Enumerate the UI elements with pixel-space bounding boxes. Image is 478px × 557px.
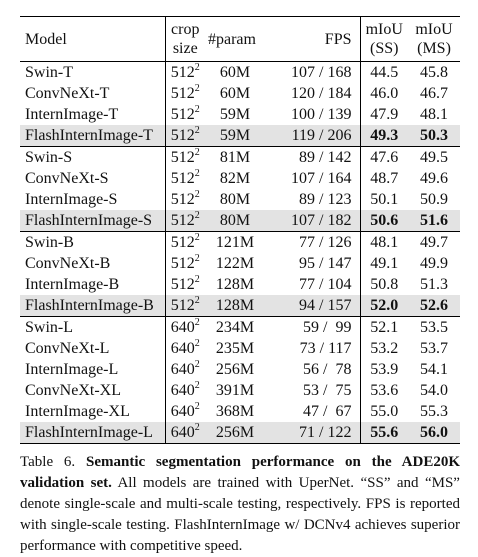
- cell-crop-size: [165, 147, 205, 169]
- results-table-container: [20, 16, 460, 444]
- crop-value: 640: [170, 424, 195, 441]
- cell-crop-size: [165, 232, 205, 254]
- cell-param: 391M: [215, 382, 255, 399]
- cell-crop-size: [165, 168, 205, 189]
- cell-miou-ms: 54.0: [420, 382, 448, 399]
- cell-crop-size: [165, 210, 205, 232]
- table-row: [20, 253, 460, 274]
- cell-miou-ss: 53.6: [360, 380, 408, 401]
- table-row: [20, 401, 460, 422]
- cell-miou-ss: 44.5: [360, 62, 408, 84]
- cell-miou-ms: 53.7: [420, 340, 448, 357]
- crop-value: 512: [170, 127, 195, 144]
- cell-model: Swin-S: [25, 149, 73, 166]
- cell-model: Swin-B: [25, 234, 74, 251]
- crop-exponent: 2: [194, 358, 200, 370]
- crop-value: 512: [170, 297, 195, 314]
- cell-model: FlashInternImage-L: [20, 422, 165, 444]
- cell-miou-ms: 45.8: [420, 64, 448, 81]
- table-row: [20, 147, 460, 169]
- cell-fps: 59 / 99: [303, 319, 352, 336]
- table-row: [20, 125, 460, 147]
- cell-miou-ss: 55.0: [360, 401, 408, 422]
- cell-fps: 71 / 122: [265, 422, 360, 444]
- cell-miou-ms: 46.7: [420, 85, 448, 102]
- cell-param: 122M: [215, 255, 255, 272]
- cell-crop-size: [165, 83, 205, 104]
- table-row: [20, 274, 460, 295]
- table-row: [20, 380, 460, 401]
- cell-param: 60M: [219, 85, 251, 102]
- header-miou-ms: [408, 17, 460, 62]
- cell-miou-ms: 51.6: [408, 210, 460, 232]
- cell-miou-ms: 49.9: [420, 255, 448, 272]
- crop-value: 512: [170, 212, 195, 229]
- cell-miou-ss: 47.6: [360, 147, 408, 169]
- cell-param: 128M: [205, 295, 265, 317]
- cell-crop-size: [165, 274, 205, 295]
- header-miou-ss: [360, 17, 408, 62]
- table-row: [20, 104, 460, 125]
- cell-miou-ss: 49.1: [360, 253, 408, 274]
- cell-fps: 119 / 206: [265, 125, 360, 147]
- cell-fps: 89 / 123: [299, 191, 352, 208]
- cell-model: ConvNeXt-XL: [25, 382, 121, 399]
- cell-param: 59M: [205, 125, 265, 147]
- crop-exponent: 2: [194, 124, 200, 136]
- cell-fps: 107 / 164: [291, 170, 352, 187]
- cell-model: Swin-T: [25, 64, 73, 81]
- caption-title: Semantic segmentation performance on the ADE20K validation set.: [20, 454, 460, 491]
- header-crop-line2: size: [172, 40, 198, 57]
- table-row: [20, 168, 460, 189]
- results-table: [20, 16, 460, 444]
- cell-crop-size: [165, 189, 205, 210]
- cell-fps: 107 / 168: [291, 64, 352, 81]
- cell-param: 82M: [219, 170, 251, 187]
- cell-miou-ss: 53.9: [360, 359, 408, 380]
- cell-fps: 47 / 67: [303, 403, 352, 420]
- cell-miou-ms: 54.1: [420, 361, 448, 378]
- cell-crop-size: [165, 401, 205, 422]
- cell-crop-size: [165, 125, 205, 147]
- table-row: [20, 422, 460, 444]
- cell-fps: 77 / 104: [299, 276, 352, 293]
- crop-value: 512: [170, 170, 195, 187]
- header-ms-line1: mIoU: [415, 21, 453, 38]
- table-row: [20, 359, 460, 380]
- crop-value: 640: [170, 319, 195, 336]
- cell-model: FlashInternImage-S: [20, 210, 165, 232]
- crop-value: 512: [170, 191, 195, 208]
- cell-miou-ms: 49.7: [420, 234, 448, 251]
- cell-fps: 107 / 182: [265, 210, 360, 232]
- cell-model: ConvNeXt-S: [25, 170, 109, 187]
- cell-crop-size: [165, 359, 205, 380]
- table-row: [20, 83, 460, 104]
- crop-exponent: 2: [194, 146, 200, 158]
- crop-exponent: 2: [194, 231, 200, 243]
- cell-param: 234M: [215, 319, 255, 336]
- cell-miou-ss: 50.1: [360, 189, 408, 210]
- crop-exponent: 2: [194, 167, 200, 179]
- crop-value: 640: [170, 361, 195, 378]
- cell-miou-ss: 50.8: [360, 274, 408, 295]
- crop-value: 640: [170, 382, 195, 399]
- cell-miou-ms: 53.5: [420, 319, 448, 336]
- crop-exponent: 2: [194, 61, 200, 73]
- cell-crop-size: [165, 422, 205, 444]
- table-row: [20, 295, 460, 317]
- cell-miou-ms: 56.0: [408, 422, 460, 444]
- crop-exponent: 2: [194, 209, 200, 221]
- cell-fps: 73 / 117: [299, 340, 352, 357]
- cell-model: Swin-L: [25, 319, 73, 336]
- table-header-row: [20, 17, 460, 62]
- crop-exponent: 2: [194, 400, 200, 412]
- cell-param: 81M: [219, 149, 251, 166]
- crop-exponent: 2: [194, 188, 200, 200]
- caption-label: Table 6.: [20, 454, 76, 470]
- cell-crop-size: [165, 253, 205, 274]
- cell-model: InternImage-L: [25, 361, 119, 378]
- crop-exponent: 2: [194, 316, 200, 328]
- cell-crop-size: [165, 338, 205, 359]
- cell-miou-ms: 50.3: [408, 125, 460, 147]
- crop-exponent: 2: [194, 103, 200, 115]
- cell-fps: 120 / 184: [291, 85, 352, 102]
- crop-exponent: 2: [194, 379, 200, 391]
- cell-miou-ms: 49.6: [420, 170, 448, 187]
- crop-value: 512: [170, 85, 195, 102]
- crop-value: 640: [170, 403, 195, 420]
- caption-body: All models are trained with UperNet. “SS” and “MS” denote single-scale and multi-scale testing, respectively. FPS is reported with single-scale testing. FlashInternImage w/ DCNv4 achieves superior performance with competitive speed.: [20, 475, 460, 554]
- cell-fps: 53 / 75: [303, 382, 352, 399]
- crop-exponent: 2: [194, 252, 200, 264]
- cell-fps: 95 / 147: [299, 255, 352, 272]
- cell-fps: 89 / 142: [299, 149, 352, 166]
- cell-param: 256M: [215, 361, 255, 378]
- table-row: [20, 189, 460, 210]
- header-param: #param: [208, 30, 256, 48]
- header-ss-line2: (SS): [370, 40, 399, 57]
- cell-param: 128M: [215, 276, 255, 293]
- crop-exponent: 2: [194, 421, 200, 433]
- cell-miou-ss: 53.2: [360, 338, 408, 359]
- cell-param: 235M: [215, 340, 255, 357]
- table-body: [20, 62, 460, 444]
- cell-param: 121M: [215, 234, 255, 251]
- table-row: [20, 317, 460, 339]
- cell-crop-size: [165, 380, 205, 401]
- cell-miou-ss: 55.6: [360, 422, 408, 444]
- cell-model: ConvNeXt-B: [25, 255, 111, 272]
- crop-value: 512: [170, 255, 195, 272]
- cell-model: InternImage-S: [25, 191, 118, 208]
- cell-miou-ss: 48.1: [360, 232, 408, 254]
- cell-miou-ms: 52.6: [408, 295, 460, 317]
- cell-model: InternImage-XL: [25, 403, 130, 420]
- cell-param: 80M: [205, 210, 265, 232]
- cell-fps: 100 / 139: [291, 106, 352, 123]
- header-crop-line1: crop: [171, 21, 200, 38]
- header-model: Model: [25, 30, 67, 48]
- cell-miou-ms: 50.9: [420, 191, 448, 208]
- crop-exponent: 2: [194, 337, 200, 349]
- cell-miou-ss: 47.9: [360, 104, 408, 125]
- cell-model: FlashInternImage-B: [20, 295, 165, 317]
- cell-crop-size: [165, 62, 205, 84]
- table-row: [20, 62, 460, 84]
- cell-miou-ms: 55.3: [420, 403, 448, 420]
- header-crop-size: [165, 17, 205, 62]
- cell-model: InternImage-T: [25, 106, 119, 123]
- cell-fps: 94 / 157: [265, 295, 360, 317]
- cell-fps: 77 / 126: [299, 234, 352, 251]
- cell-model: ConvNeXt-L: [25, 340, 110, 357]
- table-caption: [20, 452, 460, 557]
- crop-value: 640: [170, 340, 195, 357]
- cell-miou-ms: 49.5: [420, 149, 448, 166]
- table-row: [20, 338, 460, 359]
- header-ss-line1: mIoU: [365, 21, 403, 38]
- crop-exponent: 2: [194, 82, 200, 94]
- cell-miou-ms: 48.1: [420, 106, 448, 123]
- header-ms-line2: (MS): [417, 40, 451, 57]
- crop-value: 512: [170, 234, 195, 251]
- cell-param: 60M: [219, 64, 251, 81]
- crop-value: 512: [170, 149, 195, 166]
- cell-model: InternImage-B: [25, 276, 120, 293]
- cell-fps: 56 / 78: [303, 361, 352, 378]
- cell-model: FlashInternImage-T: [20, 125, 165, 147]
- cell-param: 80M: [219, 191, 251, 208]
- crop-value: 512: [170, 64, 195, 81]
- cell-crop-size: [165, 295, 205, 317]
- cell-miou-ss: 49.3: [360, 125, 408, 147]
- cell-miou-ss: 52.1: [360, 317, 408, 339]
- crop-exponent: 2: [194, 294, 200, 306]
- cell-miou-ss: 48.7: [360, 168, 408, 189]
- cell-param: 256M: [205, 422, 265, 444]
- cell-model: ConvNeXt-T: [25, 85, 110, 102]
- table-row: [20, 232, 460, 254]
- header-fps: FPS: [324, 30, 352, 48]
- cell-miou-ss: 46.0: [360, 83, 408, 104]
- crop-value: 512: [170, 276, 195, 293]
- cell-param: 59M: [219, 106, 251, 123]
- cell-miou-ms: 51.3: [420, 276, 448, 293]
- cell-miou-ss: 52.0: [360, 295, 408, 317]
- cell-crop-size: [165, 317, 205, 339]
- crop-exponent: 2: [194, 273, 200, 285]
- cell-miou-ss: 50.6: [360, 210, 408, 232]
- crop-value: 512: [170, 106, 195, 123]
- cell-crop-size: [165, 104, 205, 125]
- table-row: [20, 210, 460, 232]
- cell-param: 368M: [215, 403, 255, 420]
